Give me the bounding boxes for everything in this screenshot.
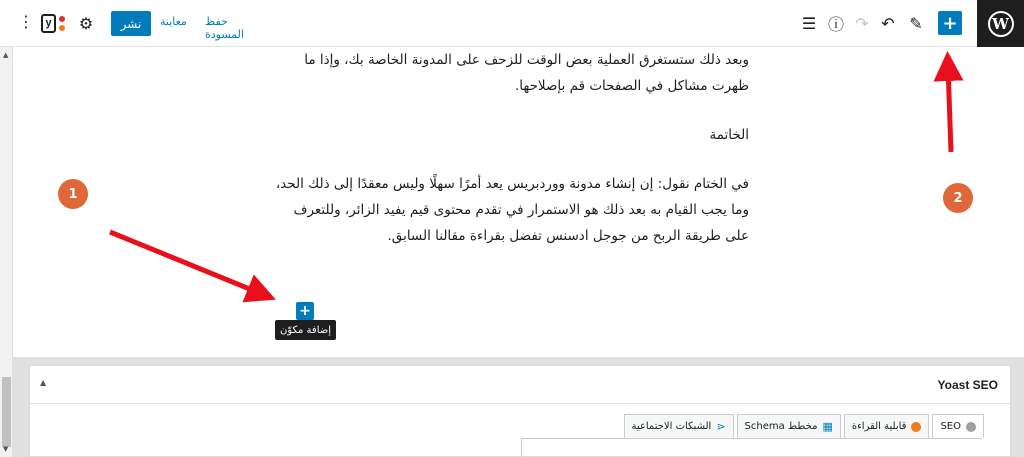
block-inserter-button[interactable]: + bbox=[938, 11, 962, 35]
yoast-icon[interactable]: y bbox=[41, 14, 67, 34]
grid-icon: ▦ bbox=[822, 420, 833, 433]
preview-button[interactable]: معاينة bbox=[160, 15, 187, 28]
paragraph-block[interactable]: في الختام نقول: إن إنشاء مدونة ووردبريس يعد أمرًا سهلًا وليس معقدًا إلى ذلك الحد، وما يجب القيام به بعد ذلك هو الاستمرار في تقدم محتوى قيم يفيد الزائر، وللتعرف على طريقة الربح من جوجل ادسنس تفضل بقراءة مقالنا السابق. bbox=[275, 176, 749, 244]
yoast-tabs bbox=[624, 414, 984, 438]
edit-mode-pencil-icon[interactable]: ✎ bbox=[909, 13, 923, 33]
share-icon: ⋖ bbox=[716, 420, 726, 433]
orange-face-icon bbox=[911, 422, 921, 432]
add-block-tooltip: إضافة مكوّن bbox=[275, 320, 336, 340]
save-draft-button[interactable]: حفظ المسودة bbox=[205, 15, 244, 41]
scroll-down-arrow-icon[interactable]: ▼ bbox=[3, 445, 9, 453]
redo-icon[interactable]: ↷ bbox=[855, 13, 869, 33]
outline-icon[interactable]: ☰ bbox=[801, 13, 817, 33]
yoast-tab-content bbox=[521, 438, 982, 457]
scrollbar-thumb[interactable] bbox=[2, 377, 11, 447]
info-icon[interactable]: ⓘ bbox=[827, 14, 844, 34]
settings-gear-icon[interactable]: ⚙ bbox=[78, 13, 94, 33]
editor-toolbar bbox=[0, 0, 1024, 47]
gray-circle-icon bbox=[966, 422, 976, 432]
editor-scrollbar[interactable] bbox=[0, 47, 13, 457]
yoast-panel-title: Yoast SEO bbox=[937, 378, 998, 392]
editor-canvas bbox=[13, 47, 1024, 357]
collapse-arrow-icon[interactable]: ▲ bbox=[40, 378, 47, 387]
tab-schema[interactable]: ▦ مخطط Schema bbox=[737, 414, 841, 438]
scroll-up-arrow-icon[interactable]: ▲ bbox=[3, 51, 9, 59]
heading-block[interactable]: الخاتمة bbox=[709, 127, 749, 143]
tab-readability[interactable]: قابلية القراءة bbox=[844, 414, 930, 438]
annotation-marker-1: 1 bbox=[58, 179, 88, 209]
tab-seo[interactable]: SEO bbox=[932, 414, 984, 438]
annotation-marker-2: 2 bbox=[943, 183, 973, 213]
paragraph-block[interactable]: وبعد ذلك ستستغرق العملية بعض الوقت للزحف على المدونة الخاصة بك، وإذا ما ظهرت مشاكل في الصفحات قم بإصلاحها. bbox=[304, 52, 749, 94]
add-block-button[interactable]: + bbox=[296, 302, 314, 320]
undo-icon[interactable]: ↶ bbox=[881, 13, 895, 33]
more-options-icon[interactable]: ⋮ bbox=[18, 12, 34, 31]
wordpress-logo-icon[interactable]: W bbox=[977, 0, 1024, 47]
publish-button[interactable]: نشر bbox=[111, 11, 151, 36]
tab-social[interactable]: ⋖ الشبكات الاجتماعية bbox=[624, 414, 734, 438]
yoast-panel-header[interactable] bbox=[30, 366, 1010, 404]
